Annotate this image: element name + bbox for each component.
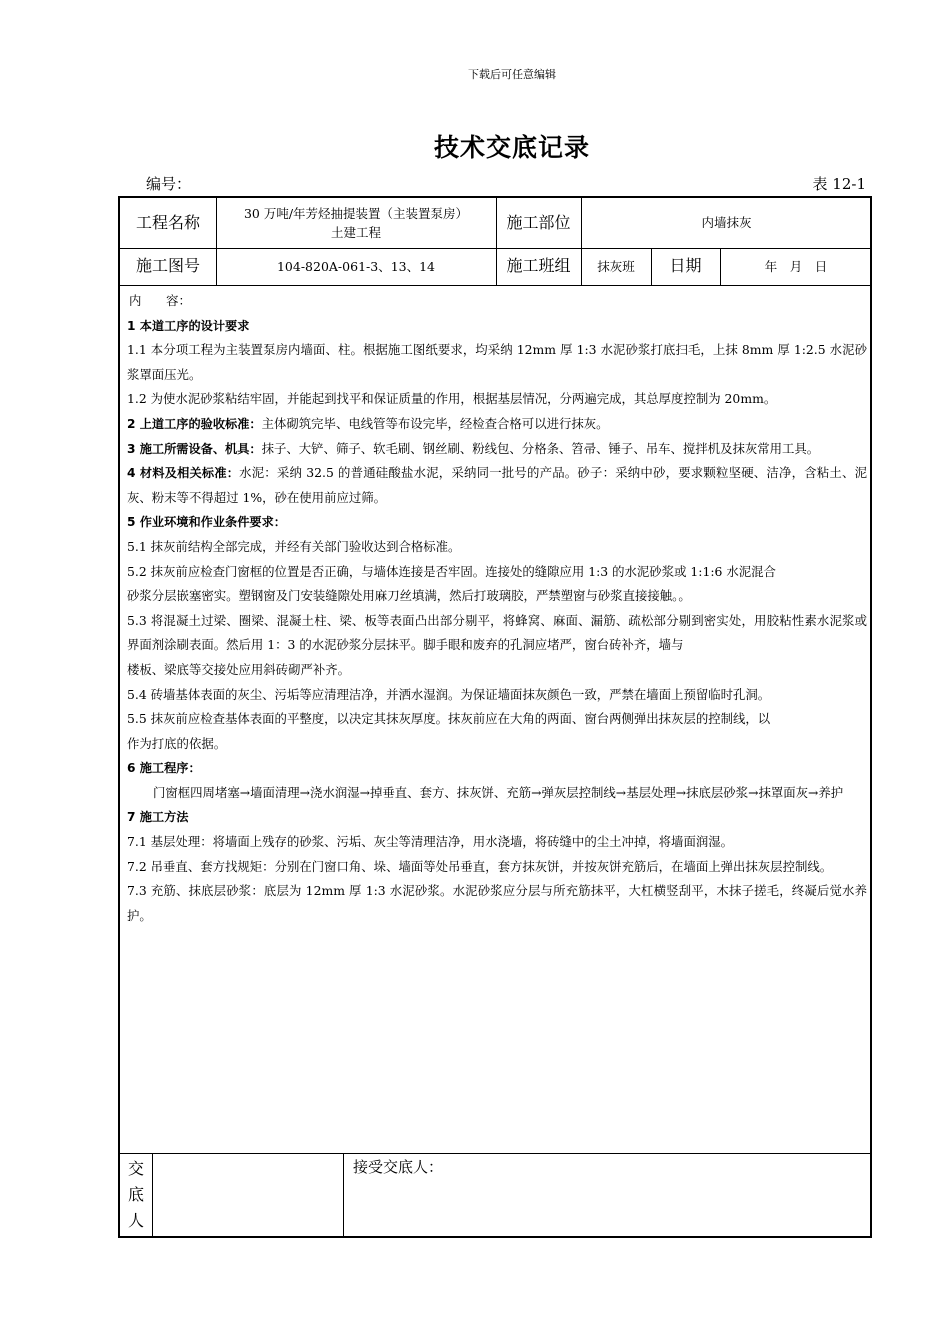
content-line: 6 施工程序： <box>127 761 201 776</box>
content-line: 5.2 抹灰前应检查门窗框的位置是否正确，与墙体连接是否牢固。连接处的缝隙应用 1:3 的水泥砂浆或 1:1:6 水泥混合 <box>127 563 776 579</box>
content-body <box>127 289 867 1109</box>
content-line: 1 本道工序的设计要求 <box>127 318 250 333</box>
content-line: 门窗框四周堵塞→墙面清理→浇水润湿→掉垂直、套方、抹灰饼、充筋→弹灰层控制线→基层处理→抹底层砂浆→抹罩面灰→养护 <box>153 784 844 800</box>
giver-char: 人 <box>127 1211 144 1230</box>
briefing-receiver-signature-field[interactable] <box>344 1154 872 1236</box>
briefing-giver-label <box>120 1155 152 1235</box>
content-line: 7.1 基层处理：将墙面上残存的砂浆、污垢、灰尘等清理洁净，用水浇墙，将砖缝中的尘土冲掉，将墙面润湿。 <box>127 834 734 850</box>
content-line: 5.3 将混凝土过梁、圈梁、混凝土柱、梁、板等表面凸出部分剔平，将蜂窝、麻面、漏筋、疏松部分剔到密实处，用胶粘性素水泥浆或界面剂涂刷表面。然后用 1：3 的水泥砂浆分层抹平。脚手眼和废弃的孔洞应堵严，窗台砖补齐，墙与 <box>127 612 867 653</box>
content-line: 5.4 砖墙基体表面的灰尘、污垢等应清理洁净，并洒水湿润。为保证墙面抹灰颜色一致，严禁在墙面上预留临时孔洞。 <box>127 686 771 702</box>
drawing-number-value: 104-820A-061-3、13、14 <box>276 258 436 274</box>
content-label: 内 容： <box>129 293 191 308</box>
giver-char: 交 <box>127 1159 144 1178</box>
record-table <box>118 196 872 1238</box>
header-note: 下载后可任意编辑 <box>468 68 556 81</box>
project-name-label: 工程名称 <box>135 212 200 232</box>
document-title: 技术交底记录 <box>433 133 590 162</box>
content-line: 楼板、梁底等交接处应用斜砖砌严补齐。 <box>127 661 351 677</box>
content-line: 4 材料及相关标准：水泥：采纳 32.5 的普通硅酸盐水泥，采纳同一批号的产品。砂子：采纳中砂，要求颗粒坚硬、洁净，含粘土、泥灰、粉末等不得超过 1%，砂在使用前应过筛。 <box>127 465 867 505</box>
work-team-label: 施工班组 <box>506 256 571 276</box>
content-line: 3 施工所需设备、机具：抹子、大铲、筛子、软毛刷、钢丝刷、粉线包、分格条、笤帚、锤子、吊车、搅拌机及抹灰常用工具。 <box>127 440 820 456</box>
content-line: 5.5 抹灰前应检查基体表面的平整度，以决定其抹灰厚度。抹灰前应在大角的两面、窗台两侧弹出抹灰层的控制线，以 <box>127 711 771 727</box>
drawing-number-label: 施工图号 <box>135 256 200 276</box>
giver-char: 底 <box>127 1185 144 1204</box>
content-line: 7 施工方法 <box>127 810 189 825</box>
date-label: 日期 <box>669 256 702 276</box>
project-name-line-1: 30 万吨/年芳烃抽提装置（主装置泵房） <box>243 205 469 221</box>
project-name-value <box>216 198 496 248</box>
content-line: 5 作业环境和作业条件要求： <box>127 515 286 530</box>
content-line: 5.1 抹灰前结构全部完成，并经有关部门验收达到合格标准。 <box>127 538 461 554</box>
content-line: 作为打底的依据。 <box>127 735 227 751</box>
row-divider <box>120 285 870 286</box>
construction-location-value: 内墙抹灰 <box>701 215 752 231</box>
briefing-giver-signature-field[interactable] <box>153 1154 343 1236</box>
content-line: 7.3 充筋、抹底层砂浆：底层为 12mm 厚 1:3 水泥砂浆。水泥砂浆应分层与所充筋抹平，大杠横竖刮平，木抹子搓毛，终凝后觉水养护。 <box>127 883 867 923</box>
content-line: 砂浆分层嵌塞密实。塑钢窗及门安装缝隙处用麻刀丝填满，然后打玻璃胶，严禁塑窗与砂浆直接接触。。 <box>127 588 691 604</box>
content-line: 1.2 为使水泥砂浆粘结牢固，并能起到找平和保证质量的作用，根据基层情况，分两遍完成，其总厚度控制为 20mm。 <box>127 391 777 407</box>
construction-location-label: 施工部位 <box>506 212 571 232</box>
content-line: 1.1 本分项工程为主装置泵房内墙面、柱。根据施工图纸要求，均采纳 12mm 厚 1:3 水泥砂浆打底扫毛，上抹 8mm 厚 1:2.5 水泥砂浆罩面压光。 <box>127 342 867 382</box>
document-number-label: 编号： <box>146 175 192 193</box>
content-line: 7.2 吊垂直、套方找规矩：分别在门窗口角、垛、墙面等处吊垂直，套方抹灰饼，并按灰饼充筋后，在墙面上弹出抹灰层控制线。 <box>127 858 833 874</box>
date-value: 年 月 日 <box>764 258 828 274</box>
project-name-line-2: 土建工程 <box>330 225 381 240</box>
work-team-value: 抹灰班 <box>597 258 635 274</box>
content-line: 2 上道工序的验收标准：主体砌筑完毕、电线管等布设完毕，经检查合格可以进行抹灰。 <box>127 415 609 431</box>
briefing-receiver-label: 接受交底人： <box>353 1158 444 1176</box>
table-number: 表 12-1 <box>812 175 866 193</box>
